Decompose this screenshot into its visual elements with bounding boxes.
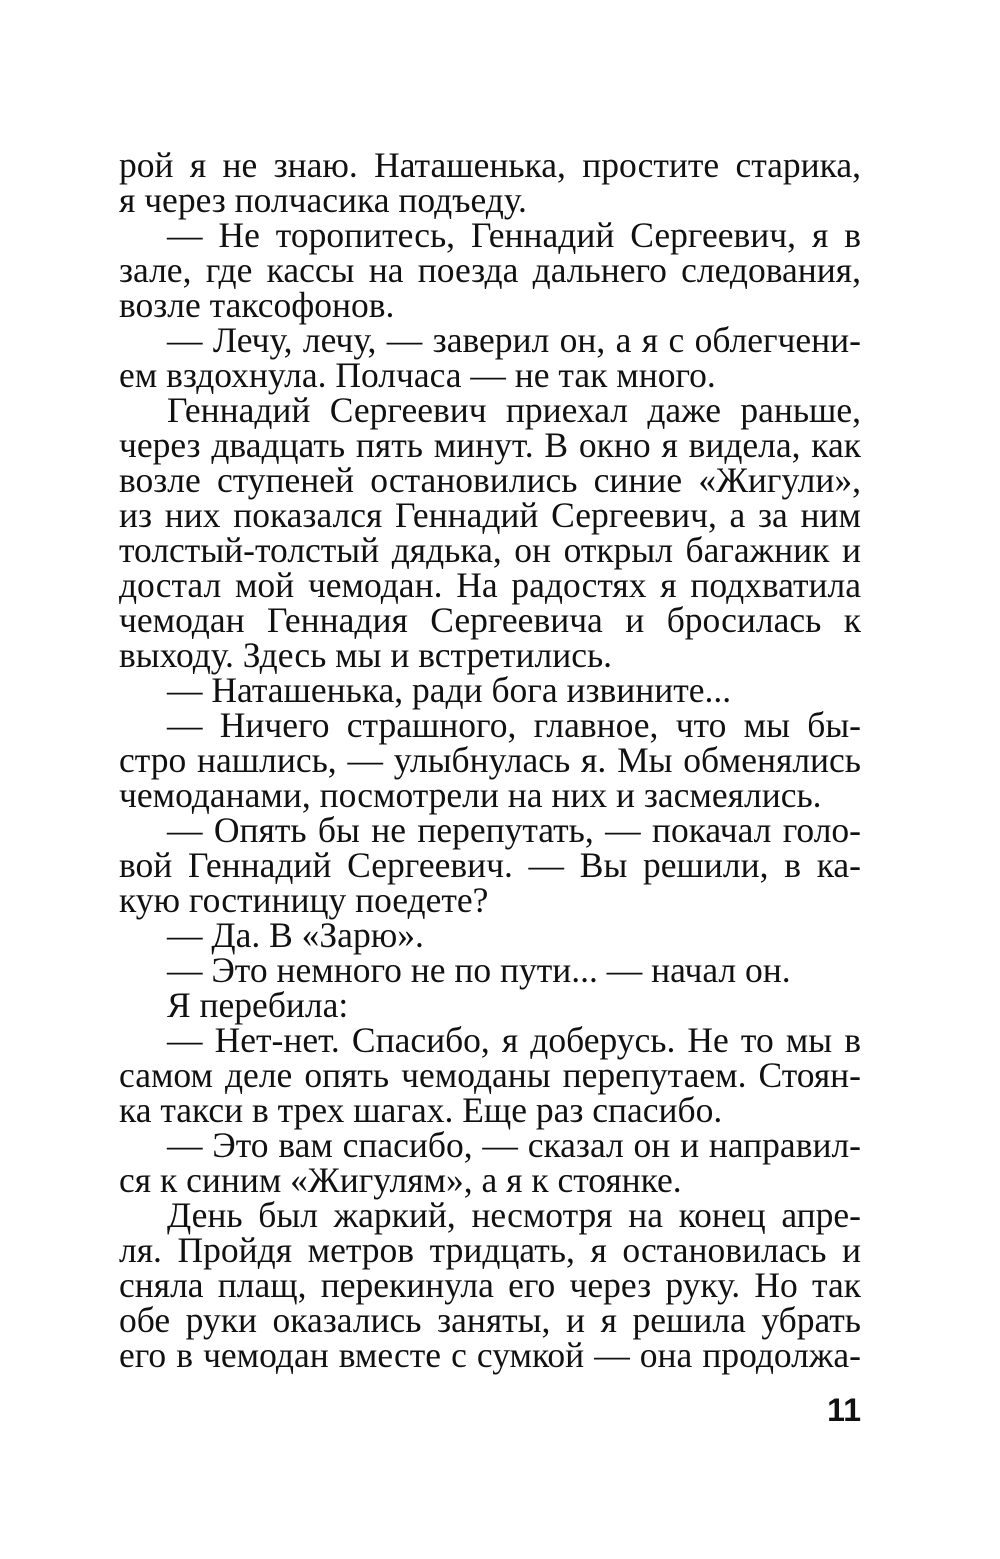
text-line: — Ничего страшного, главное, что мы бы-: [167, 705, 861, 745]
text-line: — Опять бы не перепутать, — покачал голо-: [167, 810, 861, 850]
text-line: толстый-толстый дядька, он открыл багажник и: [119, 530, 861, 570]
text-line: через двадцать пять минут. В окно я видела, как: [119, 425, 861, 465]
text-line: — Лечу, лечу, — заверил он, а я с облегчени-: [167, 320, 861, 360]
text-line: я через полчасика подъеду.: [119, 180, 527, 220]
text-line: из них показался Геннадий Сергеевич, а за ним: [119, 495, 861, 535]
text-line: — Нет-нет. Спасибо, я доберусь. Не то мы в: [167, 1020, 861, 1060]
text-line: вой Геннадий Сергеевич. — Вы решили, в ка-: [119, 845, 861, 885]
text-line: его в чемодан вместе с сумкой — она продолжа-: [119, 1335, 861, 1375]
text-line: ем вздохнула. Полчаса — не так много.: [119, 355, 716, 395]
text-line: — Не торопитесь, Геннадий Сергеевич, я в: [167, 215, 861, 255]
text-line: рой я не знаю. Наташенька, простите старика,: [119, 145, 861, 185]
text-line: кую гостиницу поедете?: [119, 880, 489, 920]
text-line: Геннадий Сергеевич приехал даже раньше,: [167, 390, 861, 430]
text-line: чемоданами, посмотрели на них и засмеялись.: [119, 775, 822, 815]
text-line: День был жаркий, несмотря на конец апре-: [167, 1195, 861, 1235]
text-line: чемодан Геннадия Сергеевича и бросилась к: [119, 600, 861, 640]
text-line: Я перебила:: [167, 985, 349, 1025]
text-line: — Наташенька, ради бога извините...: [167, 670, 732, 710]
body-text: [119, 145, 861, 1375]
text-line: — Это вам спасибо, — сказал он и направил-: [167, 1125, 861, 1165]
text-line: ка такси в трех шагах. Еще раз спасибо.: [119, 1090, 723, 1130]
text-line: стро нашлись, — улыбнулась я. Мы обменялись: [119, 740, 861, 780]
text-line: ся к синим «Жигулям», а я к стоянке.: [119, 1160, 682, 1200]
page-number: 11: [827, 1392, 861, 1428]
text-line: возле таксофонов.: [119, 285, 395, 325]
text-line: сняла плащ, перекинула его через руку. Но так: [119, 1265, 861, 1305]
text-line: — Да. В «Зарю».: [167, 915, 424, 955]
text-line: выходу. Здесь мы и встретились.: [119, 635, 613, 675]
text-line: самом деле опять чемоданы перепутаем. Стоян-: [119, 1055, 861, 1095]
text-line: — Это немного не по пути... — начал он.: [167, 950, 791, 990]
text-line: ля. Пройдя метров тридцать, я остановилась и: [119, 1230, 861, 1270]
text-line: зале, где кассы на поезда дальнего следования,: [119, 250, 861, 290]
text-line: достал мой чемодан. На радостях я подхватила: [119, 565, 861, 605]
text-line: возле ступеней остановились синие «Жигули»,: [119, 460, 861, 500]
text-line: обе руки оказались заняты, и я решила убрать: [119, 1300, 861, 1340]
